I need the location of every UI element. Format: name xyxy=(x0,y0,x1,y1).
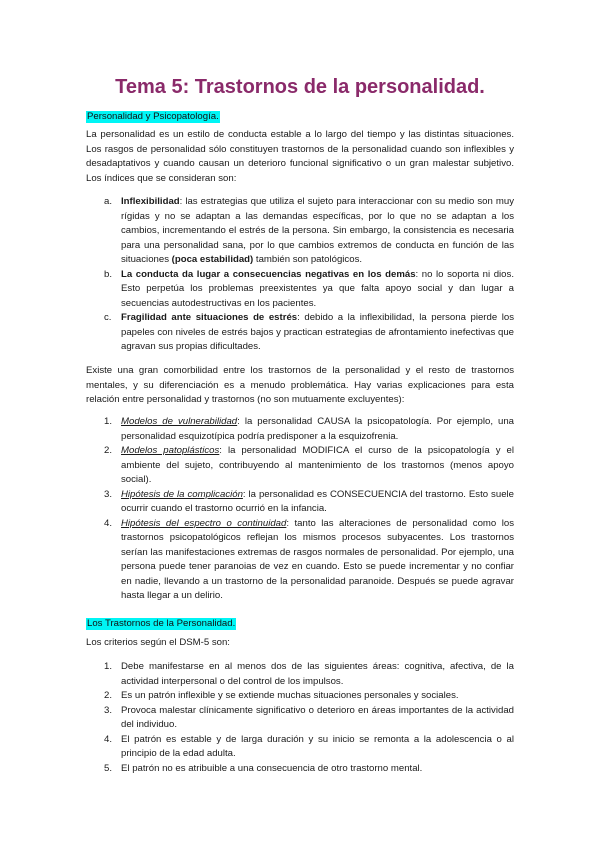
model-text: : la personalidad CAUSA la psicopatología. Por ejemplo, una personalidad esquizotípica podría predisponer a la esquizofrenia. xyxy=(121,416,515,442)
criterion-text: Debe manifestarse en al menos dos de las siguientes áreas: cognitiva, afectiva, de la actividad interpersonal o del control de los impulsos. xyxy=(121,661,514,687)
models-list xyxy=(86,415,514,604)
page-title: Tema 5: Trastornos de la personalidad. xyxy=(115,76,485,98)
index-text: : debido a la inflexibilidad, la persona pierde los papeles con niveles de estrés bajos y practican estrategias de afrontamiento inefectivas que agravan sus propias dificultades. xyxy=(121,312,514,352)
model-text: : tanto las alteraciones de personalidad como los trastornos psicopatológicos reflejan los mismos procesos subyacentes. Los trastornos serían las manifestaciones extremas de rasgos normales de personalidad. Por ejemplo, una persona puede tener paranoias de vez en cuando. Esto se puede incrementar y no confiar en nadie, llevando a un trastorno de la personalidad paranoide. Después se puede agravar hasta llegar a un delirio. xyxy=(121,517,514,601)
list-marker: 5. xyxy=(104,762,113,774)
index-bold-note: (poca estabilidad) xyxy=(171,254,254,265)
list-item xyxy=(86,762,514,777)
model-term: Modelos patoplásticos xyxy=(121,445,220,456)
index-text-end: también son patológicos. xyxy=(253,254,363,265)
list-item xyxy=(86,689,514,704)
list-marker: a. xyxy=(104,196,113,207)
list-marker: 1. xyxy=(104,661,113,672)
list-item xyxy=(86,488,514,517)
index-term: La conducta da lugar a consecuencias negativas en los demás xyxy=(121,268,416,280)
list-marker: 4. xyxy=(104,517,113,529)
criteria-list xyxy=(86,660,514,776)
index-term: Fragilidad ante situaciones de estrés xyxy=(121,312,298,323)
list-marker: 3. xyxy=(104,704,113,716)
model-term: Hipótesis de la complicación xyxy=(121,488,243,500)
list-marker: b. xyxy=(104,268,113,280)
criterion-text: Es un patrón inflexible y se extiende muchas situaciones personales y sociales. xyxy=(121,690,459,701)
index-term: Inflexibilidad xyxy=(121,196,180,207)
section-heading-text: Los Trastornos de la Personalidad. xyxy=(87,618,236,629)
section-heading-personalidad xyxy=(86,106,220,124)
indices-list xyxy=(86,195,514,355)
criteria-intro: Los criterios según el DSM-5 son: xyxy=(86,637,230,648)
list-item xyxy=(86,415,514,444)
list-item xyxy=(86,704,514,733)
list-marker: 2. xyxy=(104,445,113,456)
list-marker: 1. xyxy=(104,416,113,427)
criterion-text: El patrón no es atribuible a una consecuencia de otro trastorno mental. xyxy=(121,762,423,774)
list-marker: c. xyxy=(104,312,112,323)
comorbidity-paragraph: Existe una gran comorbilidad entre los trastornos de la personalidad y el resto de trastornos mentales, y su diferenciación es a menudo problemática. Hay varias explicaciones para esta relación entre personalidad y trastornos (no son mutuamente excluyentes): xyxy=(86,365,514,405)
list-item xyxy=(86,195,514,268)
section-heading-text: Personalidad y Psicopatología. xyxy=(87,111,219,122)
list-item xyxy=(86,444,514,488)
list-marker: 3. xyxy=(104,488,113,500)
intro-paragraph: La personalidad es un estilo de conducta estable a lo largo del tiempo y las distintas situaciones. Los rasgos de personalidad sólo constituyen trastornos de la personalidad cuando son inflexibles y desadaptativos y cuando causan un deterioro funcional significativo o un gran malestar subjetivo. Los índices que se consideran son: xyxy=(86,129,514,184)
model-text: : la personalidad MODIFICA el curso de la psicopatología y el ambiente del sujeto, contribuyendo al mantenimiento de los trastornos (menos apoyo social). xyxy=(121,445,514,485)
index-text: : las estrategias que utiliza el sujeto para interaccionar con su medio son muy rígidas y no se adaptan a las demandas específicas, por lo que no se adaptan a los cambios, incrementando el estrés de la persona. Sin embargo, la consistencia es necesaria para una personalidad sana, por lo que cambios extremos de conducta en función de las situaciones xyxy=(121,196,514,265)
index-text: : no lo soporta ni dios. Esto perpetúa los problemas preexistentes ya que falta apoyo social y dan lugar a secuencias autodestructivas en los pacientes. xyxy=(121,268,514,309)
criterion-text: Provoca malestar clínicamente significativo o deterioro en áreas importantes de la actividad del individuo. xyxy=(121,704,514,730)
model-term: Hipótesis del espectro o continuidad xyxy=(121,517,287,529)
list-item xyxy=(86,733,514,762)
list-item xyxy=(86,517,514,604)
list-marker: 2. xyxy=(104,690,113,701)
section-heading-trastornos xyxy=(86,613,236,631)
model-term: Modelos de vulnerabilidad xyxy=(121,416,238,427)
model-text: : la personalidad es CONSECUENCIA del trastorno. Esto suele ocurrir cuando el trastorno ocurrió en la infancia. xyxy=(121,488,514,514)
list-item xyxy=(86,311,514,355)
list-item xyxy=(86,660,514,689)
criterion-text: El patrón es estable y de larga duración y su inicio se remonta a la adolescencia o al principio de la edad adulta. xyxy=(121,733,514,759)
list-item xyxy=(86,268,514,312)
list-marker: 4. xyxy=(104,733,113,745)
